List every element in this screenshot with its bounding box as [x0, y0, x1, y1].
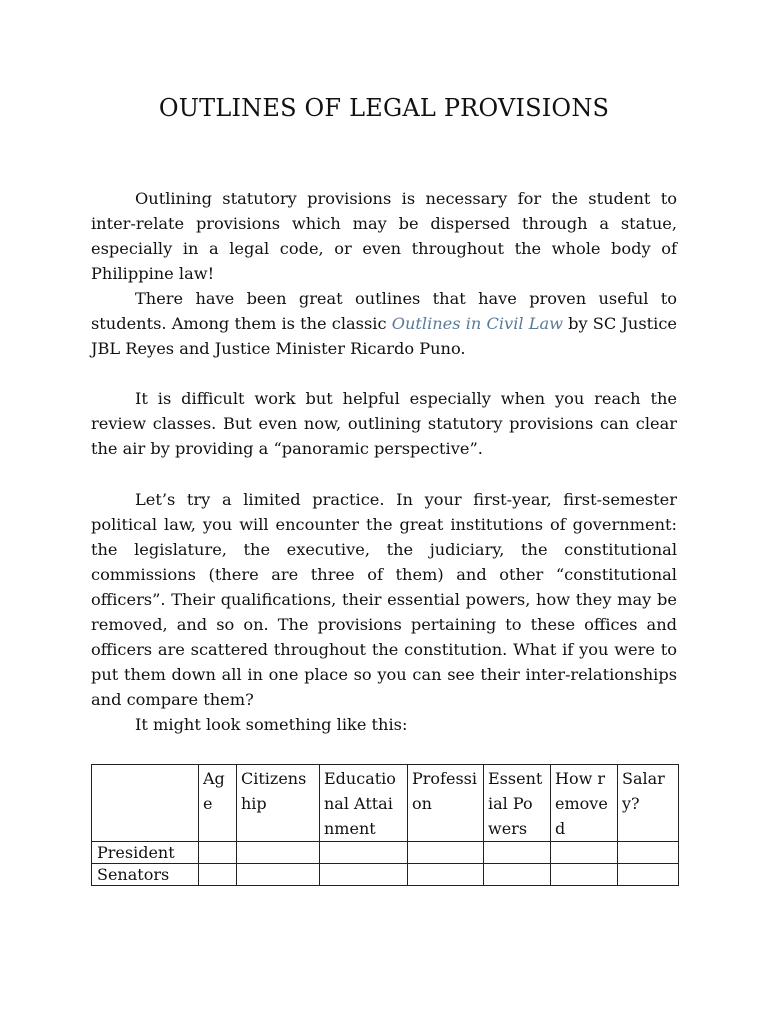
table-cell [199, 864, 237, 886]
table-row [92, 864, 679, 886]
table-header-cell-how-removed: How removed [551, 765, 618, 842]
paragraph-great-outlines [91, 286, 677, 361]
paragraph-text: by SC Justice JBL Reyes and Justice Minister Ricardo Puno. [91, 314, 677, 358]
paragraph-limited-practice: Let’s try a limited practice. In your first-year, first-semester political law, you will encounter the great institutions of government: the legislature, the executive, the judiciary, the constitutional commissions (there are three of them) and other “constitutional officers”. Their qualifications, their essential powers, how they may be removed, and so on. The provisions pertaining to these offices and officers are scattered throughout the constitution. What if you were to put them down all in one place so you can see their inter-relationships and compare them? [91, 490, 677, 709]
table-cell [237, 864, 320, 886]
table-cell [618, 842, 679, 864]
table-cell [199, 842, 237, 864]
table-cell [618, 864, 679, 886]
paragraph-table-intro: It might look something like this: [135, 715, 408, 734]
table-row [92, 842, 679, 864]
table-header-cell-age: Age [199, 765, 237, 842]
paragraph-text: There have been great outlines that have proven useful to students. Among them is the classic [91, 289, 677, 333]
table-cell [484, 864, 551, 886]
table-row-label: President [92, 842, 199, 864]
table-header-cell-citizenship: Citizenship [237, 765, 320, 842]
table-header-cell-essential-powers: Essential Powers [484, 765, 551, 842]
table-cell [408, 864, 484, 886]
table-header-cell-blank [92, 765, 199, 842]
table-cell [408, 842, 484, 864]
table-cell [320, 864, 408, 886]
table-header-cell-educational-attainment: Educational Attainment [320, 765, 408, 842]
book-citation: Outlines in Civil Law [391, 314, 563, 333]
table-cell [320, 842, 408, 864]
paragraph-difficult-work: It is difficult work but helpful especially when you reach the review classes. But even now, outlining statutory provisions can clear the air by providing a “panoramic perspective”. [91, 389, 677, 458]
table-cell [237, 842, 320, 864]
table-row-label: Senators [92, 864, 199, 886]
paragraph-outlining-necessity: Outlining statutory provisions is necessary for the student to inter-relate provisions which may be dispersed through a statue, especially in a legal code, or even throughout the whole body of Philippine law! [91, 189, 677, 283]
table-cell [484, 842, 551, 864]
table-header-cell-salary: Salary? [618, 765, 679, 842]
document-title: OUTLINES OF LEGAL PROVISIONS [158, 94, 610, 122]
outline-table [91, 764, 679, 886]
table-cell [551, 842, 618, 864]
table-cell [551, 864, 618, 886]
table-header-row [92, 765, 679, 842]
table-header-cell-profession: Profession [408, 765, 484, 842]
